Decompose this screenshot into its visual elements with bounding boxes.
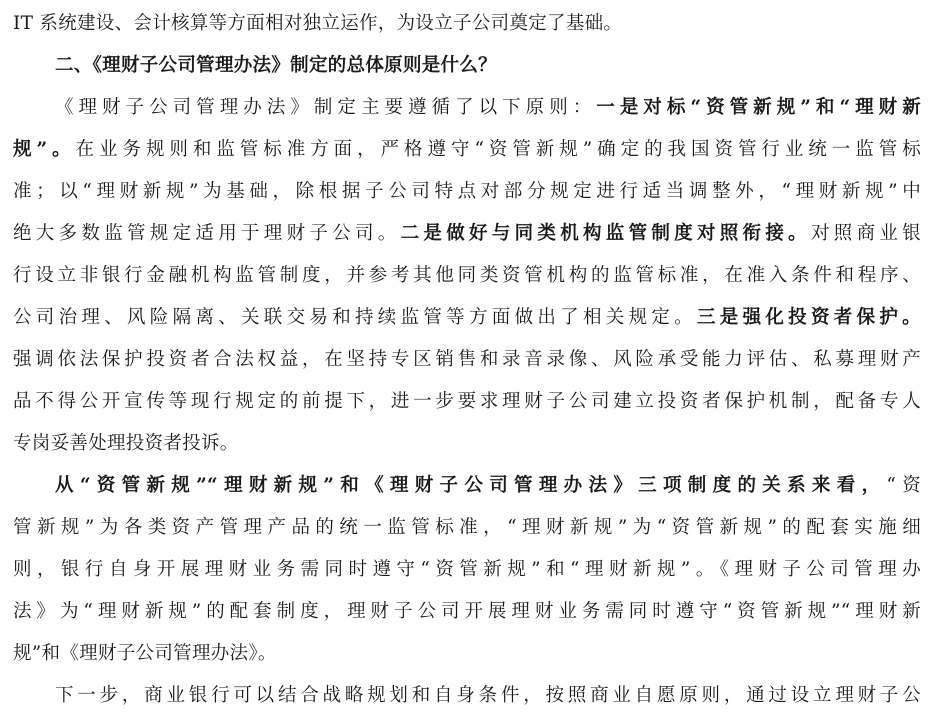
text-segment: 下一步，商业银行可以结合战略规划和自身条件，按照商业自愿原则，通过设立理财子公 [55, 685, 921, 706]
text-segment: 对照商业银 [810, 223, 921, 244]
text-segment: 则，银行自身开展理财业务需同时遵守“资管新规”和“理财新规”。《理财子公司管理办 [13, 559, 921, 580]
text-segment: 公司治理、风险隔离、关联交易和持续监管等方面做出了相关规定。 [13, 307, 697, 328]
text-segment: 法》为“理财新规”的配套制度，理财子公司开展理财业务需同时遵守“资管新规”“理财新 [13, 601, 921, 622]
text-segment: 准；以“理财新规”为基础，除根据子公司特点对部分规定进行适当调整外，“理财新规”中 [13, 181, 921, 202]
bold-text-segment: 二是做好与同类机构监管制度对照衔接。 [400, 223, 811, 244]
text-line [13, 681, 921, 723]
text-line [13, 303, 921, 345]
text-line [13, 93, 921, 135]
text-segment: 行设立非银行金融机构监管制度，并参考其他同类资管机构的监管标准，在准入条件和程序、 [13, 265, 921, 286]
text-line [13, 9, 921, 51]
text-segment: IT 系统建设、会计核算等方面相对独立运作，为设立子公司奠定了基础。 [13, 13, 623, 34]
text-line [13, 471, 921, 513]
text-segment: 规”和《理财子公司管理办法》。 [13, 643, 277, 664]
text-line [13, 261, 921, 303]
text-line [13, 555, 921, 597]
text-segment: 管新规”为各类资产管理产品的统一监管标准，“理财新规”为“资管新规”的配套实施细 [13, 517, 921, 538]
text-line [13, 219, 921, 261]
text-line [13, 597, 921, 639]
text-line [13, 177, 921, 219]
text-line [13, 345, 921, 387]
bold-text-segment: 一是对标“资管新规”和“理财新 [596, 97, 921, 118]
text-line [13, 513, 921, 555]
text-segment: 品不得公开宣传等现行规定的前提下，进一步要求理财子公司建立投资者保护机制，配备专人 [13, 391, 921, 412]
document-body [13, 9, 921, 723]
text-line [13, 135, 921, 177]
text-segment: 《理财子公司管理办法》制定主要遵循了以下原则： [55, 97, 597, 118]
text-segment: 在业务规则和监管标准方面，严格遵守“资管新规”确定的我国资管行业统一监管标 [75, 139, 921, 160]
text-line [13, 51, 921, 93]
text-segment: 绝大多数监管规定适用于理财子公司。 [13, 223, 401, 244]
bold-text-segment: 从“资管新规”“理财新规”和《理财子公司管理办法》三项制度的关系来看， [55, 475, 887, 496]
text-segment: “资 [886, 475, 921, 496]
bold-text-segment: 二、《理财子公司管理办法》制定的总体原则是什么？ [55, 55, 497, 76]
text-line [13, 387, 921, 429]
bold-text-segment: 规”。 [13, 139, 76, 160]
text-line [13, 639, 921, 681]
bold-text-segment: 三是强化投资者保护。 [696, 307, 921, 328]
text-segment: 专岗妥善处理投资者投诉。 [13, 433, 239, 454]
text-line [13, 429, 921, 471]
text-segment: 强调依法保护投资者合法权益，在坚持专区销售和录音录像、风险承受能力评估、私募理财产 [13, 349, 921, 370]
